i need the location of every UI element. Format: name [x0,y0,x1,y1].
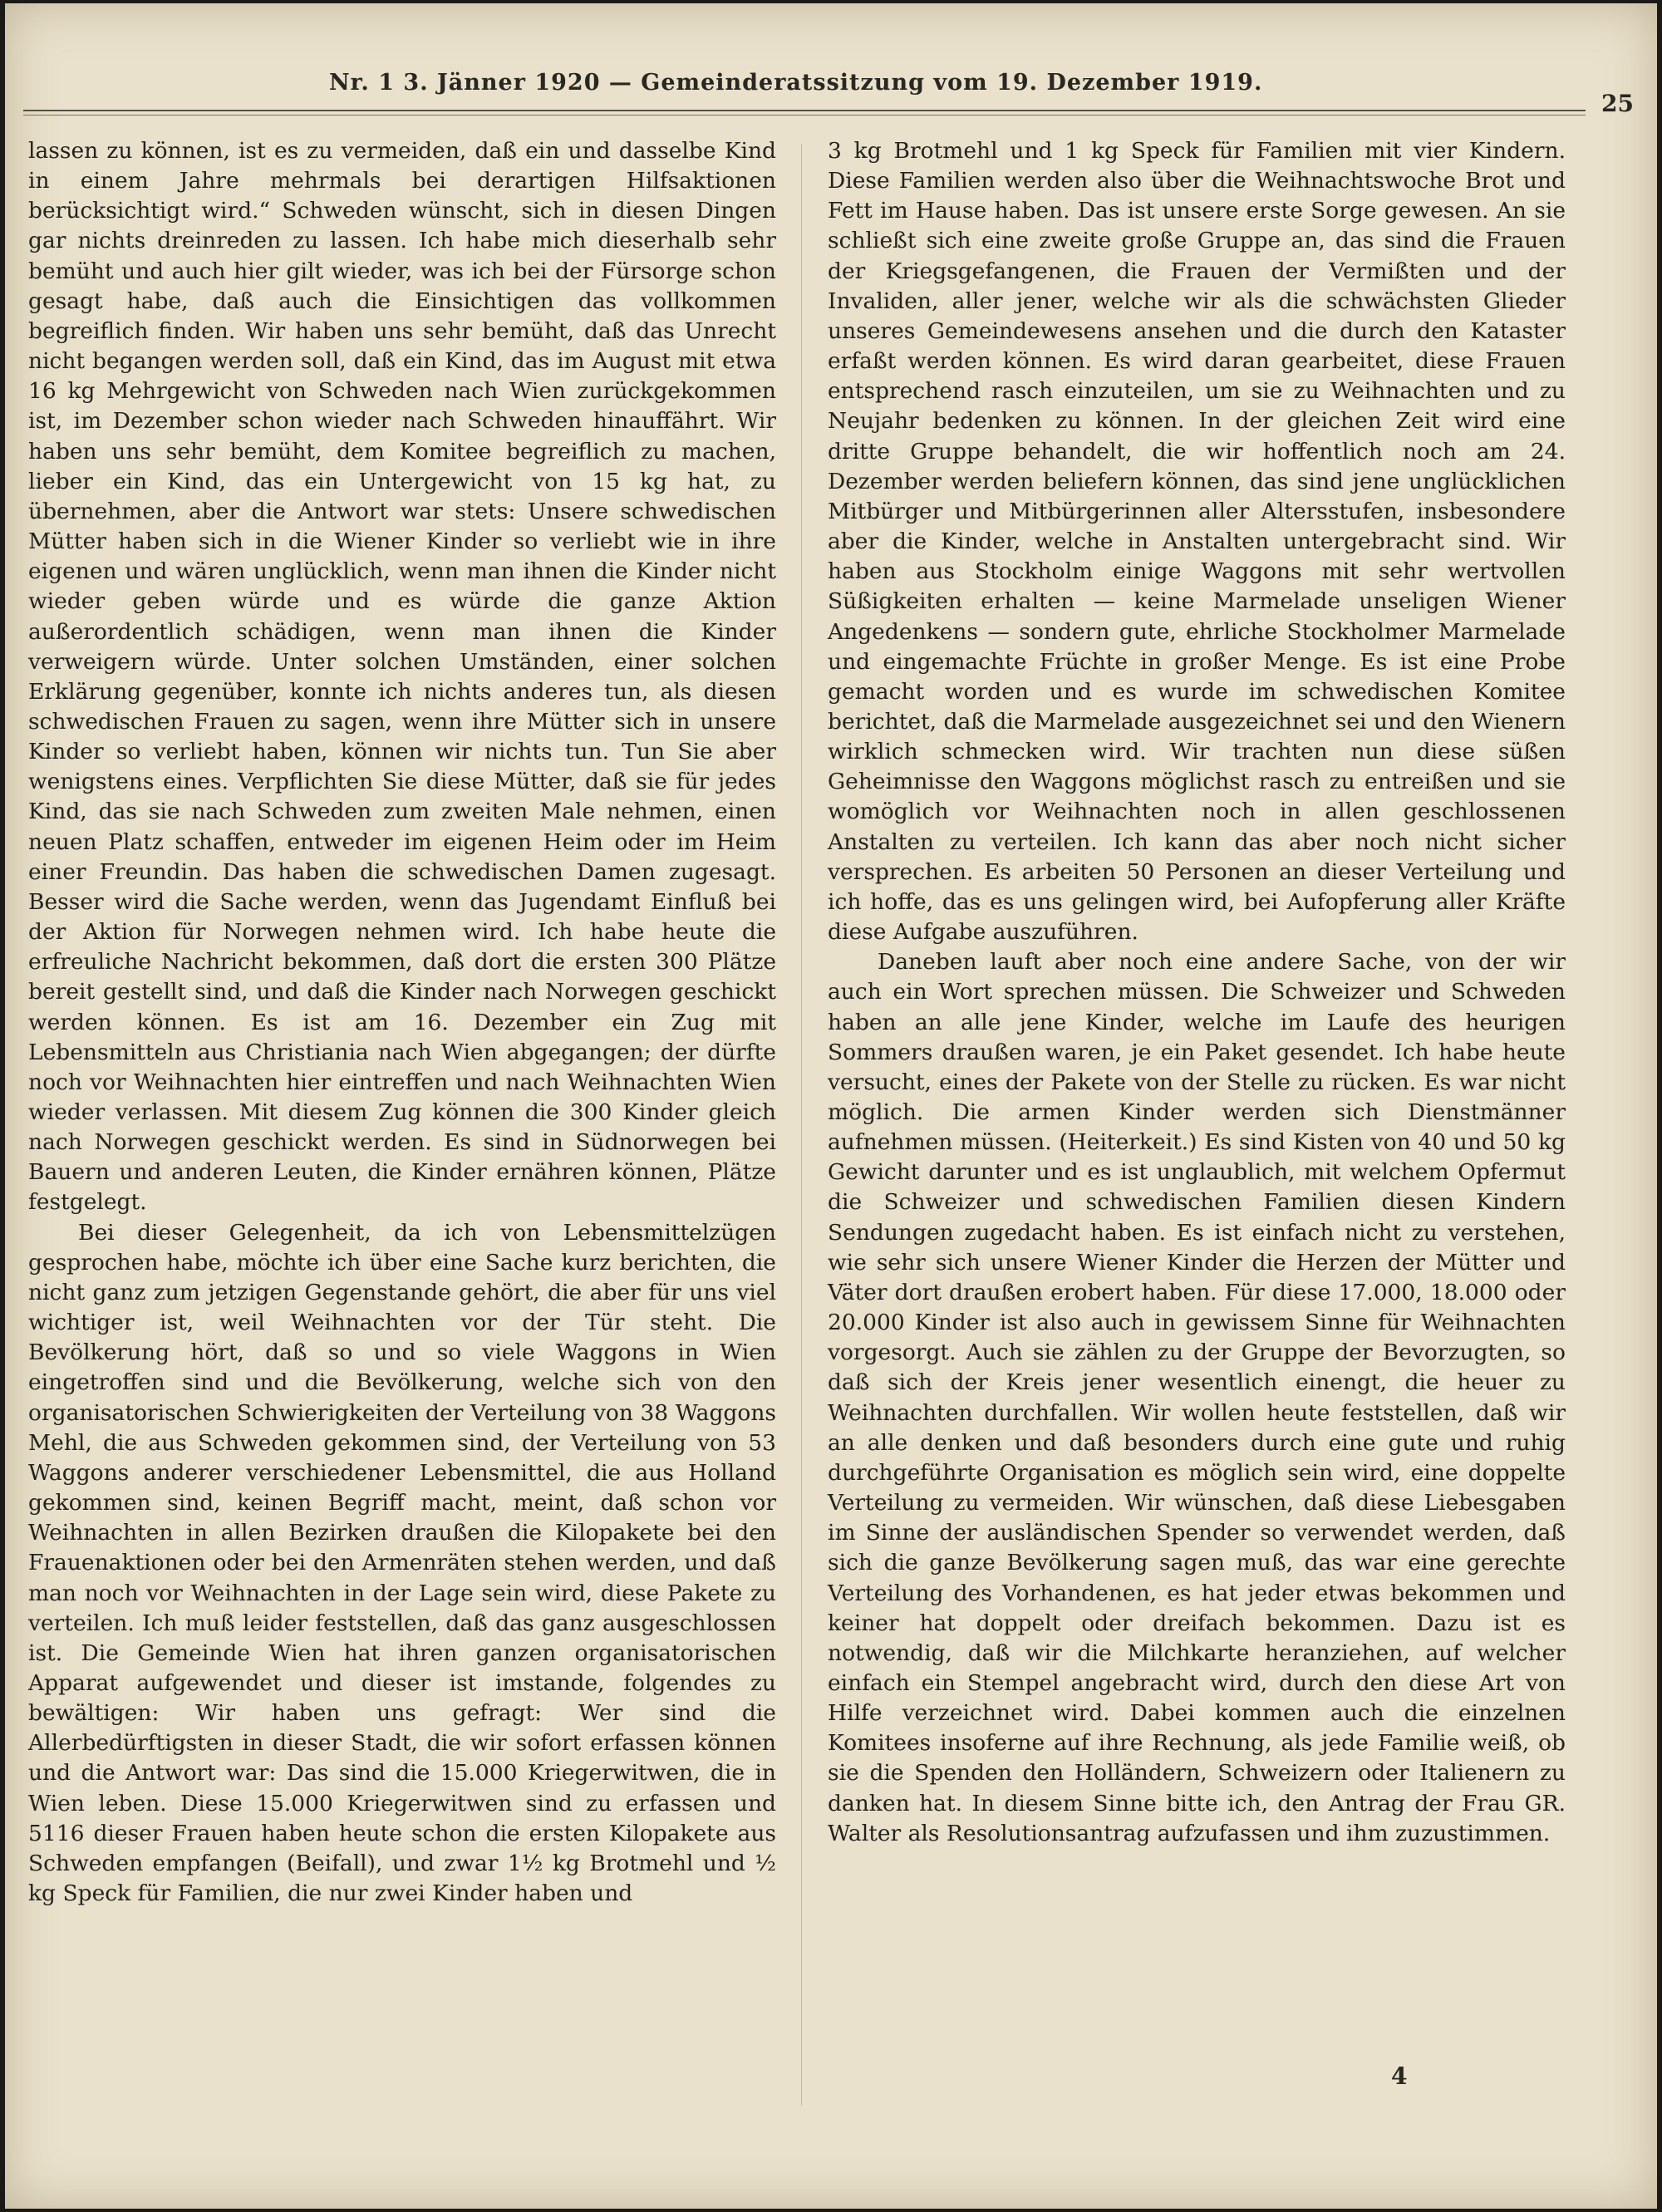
left-paragraph-2: Bei dieser Gelegenheit, da ich von Lebensmittelzügen gesprochen habe, möchte ich über eine Sache kurz berichten, die nicht ganz zum jetzigen Gegenstande gehört, die aber für uns viel wichtiger ist, weil Weihnachten vor der Tür steht. Die Bevölkerung hört, daß so und so viele Waggons in Wien eingetroffen sind und die Bevölkerung, welche sich von den organisatorischen Schwierigkeiten der Verteilung von 38 Waggons Mehl, die aus Schweden gekommen sind, der Verteilung von 53 Waggons anderer verschiedener Lebensmittel, die aus Holland gekommen sind, keinen Begriff macht, meint, daß schon vor Weihnachten in allen Bezirken draußen die Kilopakete bei den Frauenaktionen oder bei den Armenräten stehen werden, und daß man noch vor Weihnachten in der Lage sein wird, diese Pakete zu verteilen. Ich muß leider feststellen, daß das ganz ausgeschlossen ist. Die Gemeinde Wien hat ihren ganzen organisatorischen Apparat aufgewendet und dieser ist imstande, folgendes zu bewältigen: Wir haben uns gefragt: Wer sind die Allerbedürftigsten in dieser Stadt, die wir sofort erfassen können und die Antwort war: Das sind die 15.000 Kriegerwitwen, die in Wien leben. Diese 15.000 Kriegerwitwen sind zu erfassen und 5116 dieser Frauen haben heute schon die ersten Kilopakete aus Schweden empfangen (Beifall), und zwar 1½ kg Brotmehl und ½ kg Speck für Familien, die nur zwei Kinder haben und [28,1219,776,1907]
header-title: Nr. 1 3. Jänner 1920 — Gemeinderatssitzung vom 19. Dezember 1919. [329,70,1263,96]
right-paragraph-1: 3 kg Brotmehl und 1 kg Speck für Familien mit vier Kindern. Diese Familien werden also über die Weihnachtswoche Brot und Fett im Hause haben. Das ist unsere erste Sorge gewesen. An sie schließt sich eine zweite große Gruppe an, das sind die Frauen der Kriegsgefangenen, die Frauen der Vermißten und der Invaliden, aller jener, welche wir als die schwächsten Glieder unseres Gemeindewesens ansehen und die durch den Kataster erfaßt werden können. Es wird daran gearbeitet, diese Frauen entsprechend rasch einzuteilen, um sie zu Weihnachten und zu Neujahr bedenken zu können. In der gleichen Zeit wird eine dritte Gruppe behandelt, die wir hoffentlich noch am 24. Dezember werden beliefern können, das sind jene unglücklichen Mitbürger und Mitbürgerinnen aller Altersstufen, insbesondere aber die Kinder, welche in Anstalten untergebracht sind. Wir haben aus Stockholm einige Waggons mit sehr wertvollen Süßigkeiten erhalten — keine Marmelade unseligen Wiener Angedenkens — sondern gute, ehrliche Stockholmer Marmelade und eingemachte Früchte in großer Menge. Es ist eine Probe gemacht worden und es wurde im schwedischen Komitee berichtet, daß die Marmelade ausgezeichnet sei und den Wienern wirklich schmecken wird. Wir trachten nun diese süßen Geheimnisse den Waggons möglichst rasch zu entreißen und sie womöglich vor Weihnachten noch in allen geschlossenen Anstalten zu verteilen. Ich kann das aber noch nicht sicher versprechen. Es arbeiten 50 Personen an dieser Verteilung und ich hoffe, das es uns gelingen wird, bei Aufopferung aller Kräfte diese Aufgabe auszuführen. [828,138,1566,946]
left-column [28,136,776,1909]
newspaper-page [5,3,1657,2209]
left-paragraph-1: lassen zu können, ist es zu vermeiden, daß ein und dasselbe Kind in einem Jahre mehrmals bei derartigen Hilfsaktionen berücksichtigt wird.“ Schweden wünscht, sich in diesen Dingen gar nichts dreinreden zu lassen. Ich habe mich dieserhalb sehr bemüht und auch hier gilt wieder, was ich bei der Fürsorge schon gesagt habe, daß auch die Einsichtigen das vollkommen begreiflich finden. Wir haben uns sehr bemüht, daß das Unrecht nicht begangen werden soll, daß ein Kind, das im August mit etwa 16 kg Mehrgewicht von Schweden nach Wien zurückgekommen ist, im Dezember schon wieder nach Schweden hinauffährt. Wir haben uns sehr bemüht, dem Komitee begreiflich zu machen, lieber ein Kind, das ein Untergewicht von 15 kg hat, zu übernehmen, aber die Antwort war stets: Unsere schwedischen Mütter haben sich in die Wiener Kinder so verliebt wie in ihre eigenen und wären unglücklich, wenn man ihnen die Kinder nicht wieder geben würde und es würde die ganze Aktion außerordentlich schädigen, wenn man ihnen die Kinder verweigern würde. Unter solchen Umständen, einer solchen Erklärung gegenüber, konnte ich nichts anderes tun, als diesen schwedischen Frauen zu sagen, wenn ihre Mütter sich in unsere Kinder so verliebt haben, können wir nichts tun. Tun Sie aber wenigstens eines. Verpflichten Sie diese Mütter, daß sie für jedes Kind, das sie nach Schweden zum zweiten Male nehmen, einen neuen Platz schaffen, entweder im eigenen Heim oder im Heim einer Freundin. Das haben die schwedischen Damen zugesagt. Besser wird die Sache werden, wenn das Jugendamt Einfluß bei der Aktion für Norwegen nehmen wird. Ich habe heute die erfreuliche Nachricht bekommen, daß dort die ersten 300 Plätze bereit gestellt sind, und daß die Kinder nach Norwegen geschickt werden können. Es ist am 16. Dezember ein Zug mit Lebensmitteln aus Christiania nach Wien abgegangen; der dürfte noch vor Weihnachten hier eintreffen und nach Weihnachten Wien wieder verlassen. Mit diesem Zug können die 300 Kinder gleich nach Norwegen geschickt werden. Es sind in Südnorwegen bei Bauern und anderen Leuten, die Kinder ernähren können, Plätze festgelegt. [28,138,776,1216]
signature-mark: 4 [1391,2062,1408,2090]
column-divider [801,145,802,2106]
page-number: 25 [1601,90,1634,117]
header-rule [23,110,1586,116]
right-column [828,136,1566,1849]
right-paragraph-2: Daneben lauft aber noch eine andere Sache, von der wir auch ein Wort sprechen müssen. Die Schweizer und Schweden haben an alle jene Kinder, welche im Laufe des heurigen Sommers draußen waren, je ein Paket gesendet. Ich habe heute versucht, eines der Pakete von der Stelle zu rücken. Es war nicht möglich. Die armen Kinder werden sich Dienstmänner aufnehmen müssen. (Heiterkeit.) Es sind Kisten von 40 und 50 kg Gewicht darunter und es ist unglaublich, mit welchem Opfermut die Schweizer und schwedischen Familien diesen Kindern Sendungen zugedacht haben. Es ist einfach nicht zu verstehen, wie sehr sich unsere Wiener Kinder die Herzen der Mütter und Väter dort draußen erobert haben. Für diese 17.000, 18.000 oder 20.000 Kinder ist also auch in gewissem Sinne für Weihnachten vorgesorgt. Auch sie zählen zu der Gruppe der Bevorzugten, so daß sich der Kreis jener wesentlich einengt, die heuer zu Weihnachten durchfallen. Wir wollen heute feststellen, daß wir an alle denken und daß besonders durch eine gute und ruhig durchgeführte Organisation es möglich sein wird, eine doppelte Verteilung zu vermeiden. Wir wünschen, daß diese Liebesgaben im Sinne der ausländischen Spender so verwendet werden, daß sich die ganze Bevölkerung sagen muß, das war eine gerechte Verteilung des Vorhandenen, es hat jeder etwas bekommen und keiner hat doppelt oder dreifach bekommen. Dazu ist es notwendig, daß wir die Milchkarte heranziehen, auf welcher einfach ein Stempel angebracht wird, durch den diese Art von Hilfe verzeichnet wird. Dabei kommen auch die einzelnen Komitees insoferne auf ihre Rechnung, als jede Familie weiß, ob sie die Spenden den Holländern, Schweizern oder Italienern zu danken hat. In diesem Sinne bitte ich, den Antrag der Frau GR. Walter als Resolutionsantrag aufzufassen und ihm zuzustimmen. [828,949,1566,1846]
